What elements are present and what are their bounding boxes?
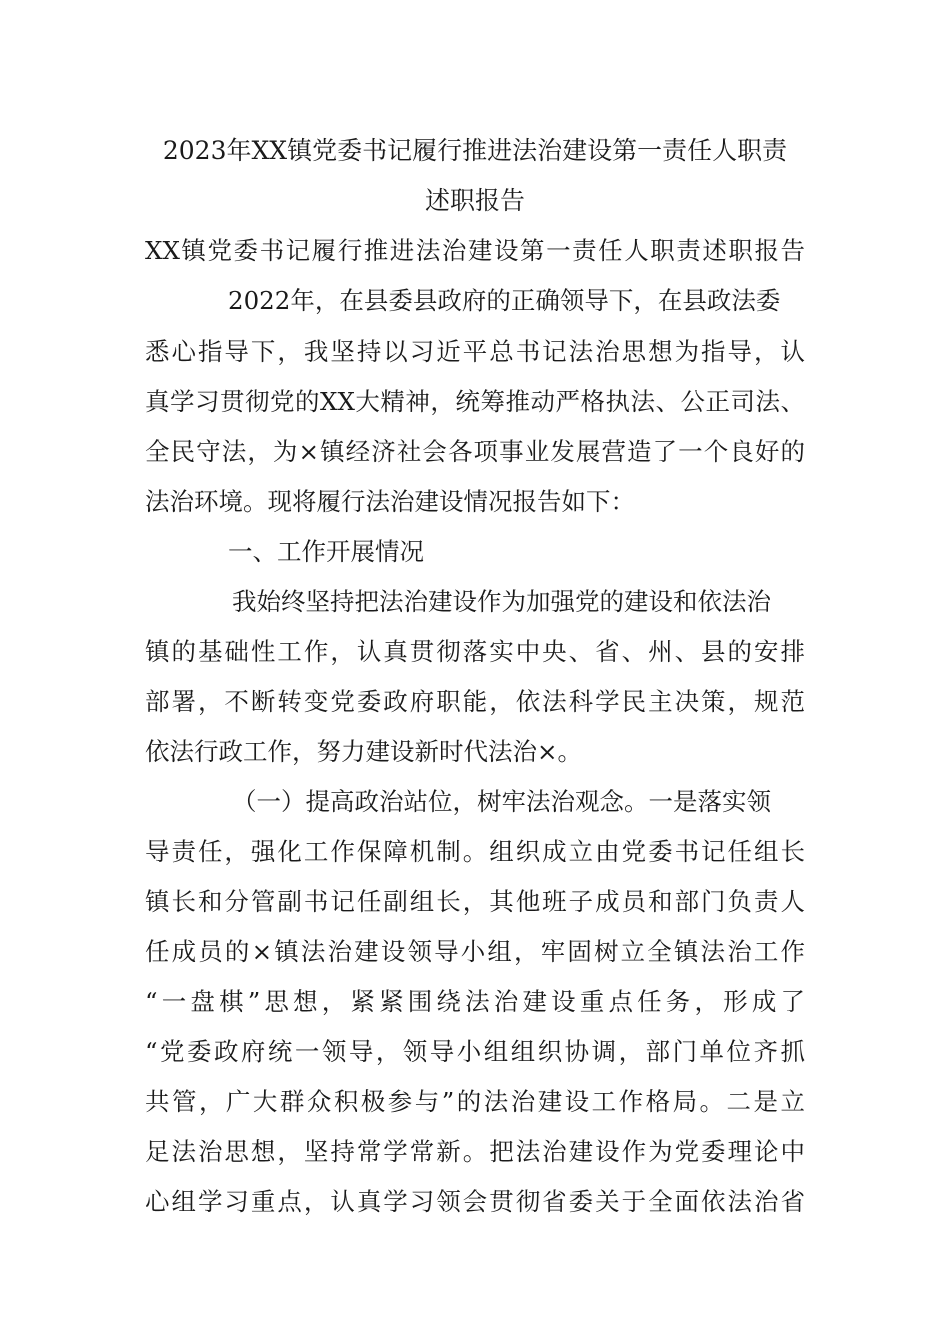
paragraph-line: 任成员的×镇法治建设领导小组，牢固树立全镇法治工作: [145, 937, 805, 966]
paragraph-line: 悉心指导下，我坚持以习近平总书记法治思想为指导，认: [145, 337, 805, 366]
paragraph-line: 依法行政工作，努力建设新时代法治×。: [145, 737, 583, 766]
paragraph-line: “一盘棋”思想，紧紧围绕法治建设重点任务，形成了: [145, 987, 805, 1016]
paragraph-line: 心组学习重点，认真学习领会贯彻省委关于全面依法治省: [145, 1187, 805, 1216]
paragraph-line: 共管，广大群众积极参与”的法治建设工作格局。二是立: [145, 1087, 805, 1116]
paragraph-line: 部署，不断转变党委政府职能，依法科学民主决策，规范: [145, 687, 805, 716]
subsection-line: （一）提高政治站位，树牢法治观念。一是落实领: [232, 787, 771, 816]
paragraph-line: 真学习贯彻党的XX大精神，统筹推动严格执法、公正司法、: [145, 387, 805, 416]
paragraph-line: 我始终坚持把法治建设作为加强党的建设和依法治: [232, 587, 771, 616]
document-title-line-1: 2023年XX镇党委书记履行推进法治建设第一责任人职责: [162, 136, 788, 165]
section-heading: 一、工作开展情况: [228, 537, 424, 566]
paragraph-line: 全民守法，为×镇经济社会各项事业发展营造了一个良好的: [145, 437, 805, 466]
paragraph-line: 导责任，强化工作保障机制。组织成立由党委书记任组长: [145, 837, 805, 866]
paragraph-line: 足法治思想，坚持常学常新。把法治建设作为党委理论中: [145, 1137, 805, 1166]
document-subtitle: XX镇党委书记履行推进法治建设第一责任人职责述职报告: [145, 236, 805, 265]
paragraph-line: “党委政府统一领导，领导小组组织协调，部门单位齐抓: [145, 1037, 805, 1066]
paragraph-line: 镇长和分管副书记任副组长，其他班子成员和部门负责人: [145, 887, 805, 916]
paragraph-line: 2022年，在县委县政府的正确领导下，在县政法委: [228, 286, 781, 315]
paragraph-line: 法治环境。现将履行法治建设情况报告如下：: [145, 487, 635, 516]
paragraph-line: 镇的基础性工作，认真贯彻落实中央、省、州、县的安排: [145, 637, 805, 666]
document-title-line-2: 述职报告: [424, 186, 525, 215]
